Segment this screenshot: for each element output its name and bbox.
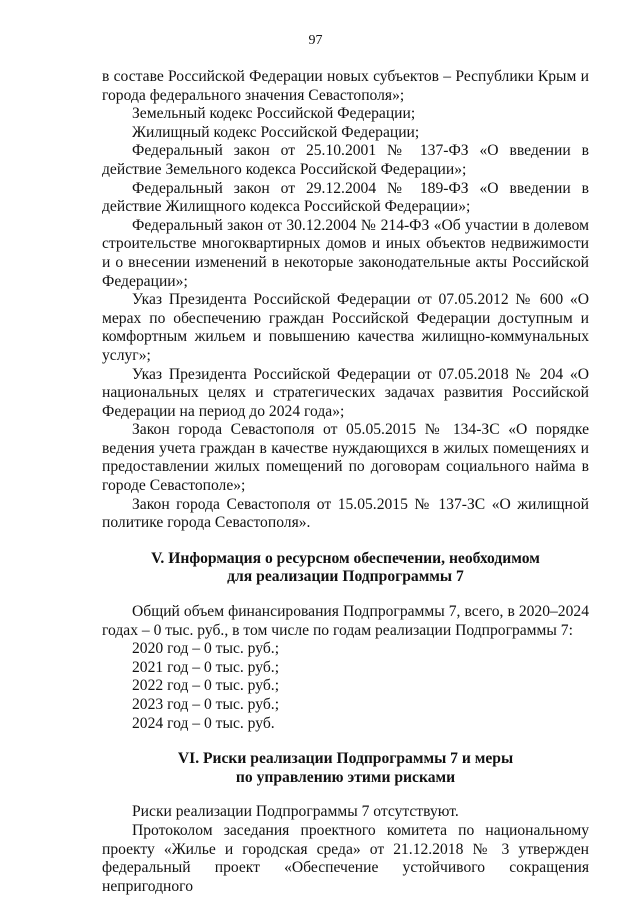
paragraph-housing-code: Жилищный кодекс Российской Федерации; <box>132 123 420 141</box>
paragraph-financing-intro: Общий объем финансирования Подпрограммы 7, всего, в 2020–2024 годах – 0 тыс. руб., в том числе по годам реализации Подпрограммы 7: <box>102 603 589 639</box>
section-5-heading-line-1: V. Информация о ресурсном обеспечении, необходимом <box>151 549 540 567</box>
paragraph-law-189: Федеральный закон от 29.12.2004 № 189-ФЗ «О введении в действие Жилищного кодекса Российской Федерации»; <box>102 179 589 216</box>
paragraph-land-code: Земельный кодекс Российской Федерации; <box>132 105 416 123</box>
paragraph-law-134zs: Закон города Севастополя от 05.05.2015 № 134-ЗС «О порядке ведения учета граждан в качестве нуждающихся в жилых помещениях и предоставлении жилых помещений по договорам социального найма в городе Севастополе»; <box>102 421 589 495</box>
paragraph-law-214: Федеральный закон от 30.12.2004 № 214-ФЗ «Об участии в долевом строительстве многоквартирных домов и иных объектов недвижимости и о внесении изменений в некоторые законодательные акты Российской Федерации»; <box>102 216 589 290</box>
section-5-heading-line-2: для реализации Подпрограммы 7 <box>227 568 464 586</box>
paragraph-continuation: в составе Российской Федерации новых субъектов – Республики Крым и города федерального значения Севастополя»; <box>102 68 589 104</box>
financing-year-2021: 2021 год – 0 тыс. руб.; <box>132 658 280 676</box>
paragraph-law-137: Федеральный закон от 25.10.2001 № 137-ФЗ «О введении в действие Земельного кодекса Российской Федерации»; <box>102 142 589 178</box>
paragraph-law-137zs: Закон города Севастополя от 15.05.2015 № 137-ЗС «О жилищной политике города Севастополя». <box>102 495 589 532</box>
paragraph-protocol: Протоколом заседания проектного комитета по национальному проекту «Жилье и городская среда» от 21.12.2018 № 3 утвержден федеральный проект «Обеспечение устойчивого сокращения непригодного <box>102 821 589 895</box>
spacer <box>102 587 589 603</box>
financing-year-2023: 2023 год – 0 тыс. руб.; <box>132 696 280 713</box>
spacer <box>102 533 589 550</box>
spacer <box>102 733 589 750</box>
document-body <box>102 68 589 896</box>
financing-year-2020: 2020 год – 0 тыс. руб.; <box>132 640 280 658</box>
page-number: 97 <box>308 33 323 48</box>
spacer <box>102 787 589 803</box>
paragraph-decree-204: Указ Президента Российской Федерации от 07.05.2018 № 204 «О национальных целях и стратегических задачах развития Российской Федерации на период до 2024 года»; <box>102 365 589 420</box>
financing-year-2024: 2024 год – 0 тыс. руб. <box>132 714 275 732</box>
paragraph-decree-600: Указ Президента Российской Федерации от 07.05.2012 № 600 «О мерах по обеспечению граждан Российской Федерации доступным и комфортным жильем и повышению качества жилищно-коммунальных услуг»; <box>102 291 589 364</box>
financing-year-2022: 2022 год – 0 тыс. руб.; <box>132 677 280 695</box>
section-6-heading-line-2: по управлению этими рисками <box>235 768 456 786</box>
section-6-heading-line-1: VI. Риски реализации Подпрограммы 7 и меры <box>177 750 514 768</box>
paragraph-risks: Риски реализации Подпрограммы 7 отсутствуют. <box>132 803 459 821</box>
